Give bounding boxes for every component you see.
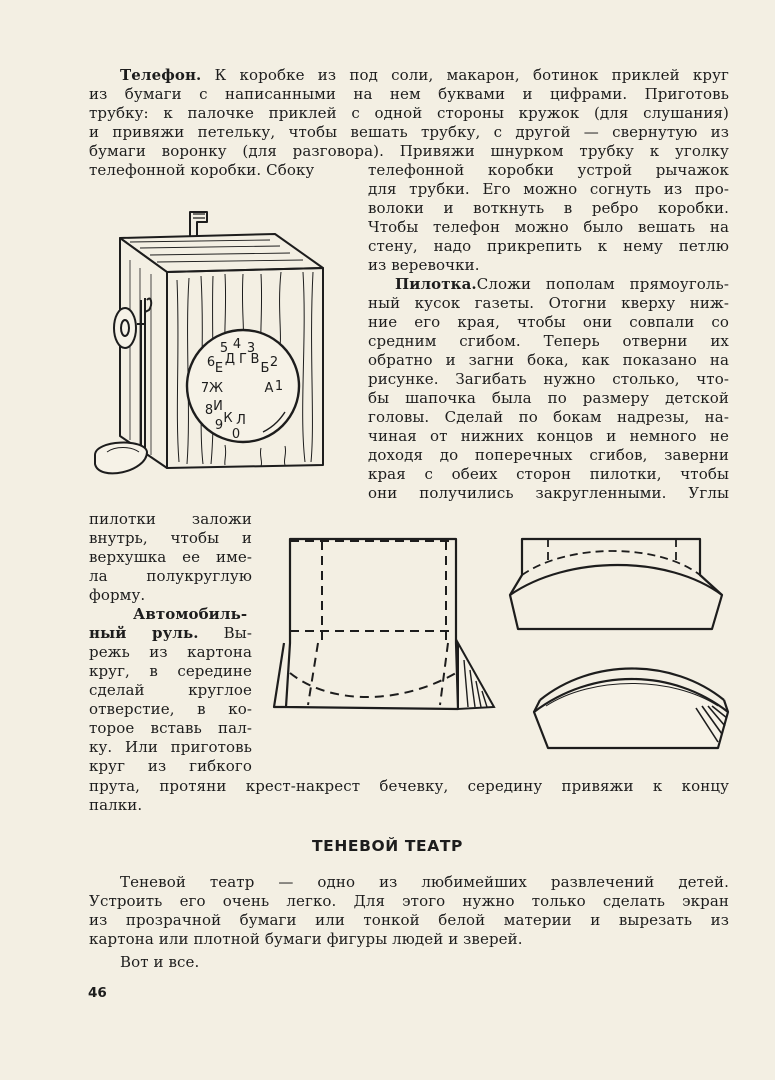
telephone-line-7: телефонной коробки устрой рычажок: [368, 161, 729, 179]
wheel-title-line: Автомобиль-: [133, 605, 248, 623]
page-number: 46: [88, 985, 107, 1001]
wheel-line-3: режь из картона: [89, 643, 252, 661]
dial-char: 0: [231, 427, 241, 442]
dial-char: 9: [214, 418, 224, 433]
dial-char: Д: [224, 352, 236, 367]
wheel-line-2: [89, 624, 252, 643]
pilotka-folding-diagram: [270, 535, 495, 715]
pilotka-line-15: верхушка ее име-: [89, 548, 252, 566]
dial-char: 1: [274, 379, 284, 394]
telephone-line-8: для трубки. Его можно согнуть из про-: [368, 180, 729, 198]
pilotka-text-1: Сложи пополам прямоуголь-: [476, 275, 729, 293]
wheel-text-1: Вы-: [223, 624, 252, 642]
pilotka-line-12: они получились закругленными. Углы: [368, 484, 729, 502]
dial-char: 6: [206, 355, 216, 370]
wheel-line-10: прута, протяни крест-накрест бечевку, середину привяжи к концу: [89, 777, 729, 795]
pilotka-line-16: ла полукруглую: [89, 567, 252, 585]
pilotka-line-5: обратно и загни бока, как показано на: [368, 351, 729, 369]
dial-char: В: [250, 352, 260, 367]
telephone-line-5: бумаги воронку (для разговора). Привяжи шнурком трубку к уголку: [89, 142, 729, 160]
dial-char: Л: [236, 413, 246, 428]
dial-char: Г: [239, 352, 247, 367]
telephone-line-11: стену, надо прикрепить к нему петлю: [368, 237, 729, 255]
wheel-line-8: ку. Или приготовь: [89, 738, 252, 756]
shadow-line-3: из прозрачной бумаги или тонкой белой материи и вырезать из: [89, 911, 729, 929]
wheel-line-7: торое вставь пал-: [89, 719, 252, 737]
pilotka-finished-diagram: [532, 664, 732, 752]
dial-char: Б: [260, 361, 270, 376]
telephone-line-9: волоки и воткнуть в ребро коробки.: [368, 199, 729, 217]
dial-char: И: [213, 399, 223, 414]
pilotka-line-2: ный кусок газеты. Отогни кверху ниж-: [368, 294, 729, 312]
telephone-line-6: телефонной коробки. Сбоку: [89, 161, 315, 179]
shadow-line-4: картона или плотной бумаги фигуры людей и зверей.: [89, 930, 523, 948]
pilotka-line-11: края с обеих сторон пилотки, чтобы: [368, 465, 729, 483]
telephone-line-4: и привяжи петельку, чтобы вешать трубку, с другой — свернутую из: [89, 123, 729, 141]
pilotka-title: Пилотка.: [395, 275, 477, 293]
dial-char: 4: [232, 337, 242, 352]
shadow-line-5: Вот и все.: [120, 953, 200, 971]
pilotka-line-10: доходя до поперечных сгибов, заверни: [368, 446, 729, 464]
shadow-line-1: Теневой театр — одно из любимейших развлечений детей.: [120, 873, 729, 891]
dial-char: Ж: [208, 381, 224, 396]
pilotka-line-8: головы. Сделай по бокам надрезы, на-: [368, 408, 729, 426]
dial-char: 2: [269, 355, 279, 370]
pilotka-line-4: средним сгибом. Теперь отверни их: [368, 332, 729, 350]
wheel-title-2: ный руль.: [89, 624, 199, 642]
wheel-line-4: круг, в середине: [89, 662, 252, 680]
telephone-line-10: Чтобы телефон можно было вешать на: [368, 218, 729, 236]
pilotka-line-13: пилотки заложи: [89, 510, 252, 528]
telephone-line-12: из веревочки.: [368, 256, 480, 274]
pilotka-line-17: форму.: [89, 586, 146, 604]
shadow-line-2: Устроить его очень легко. Для этого нужно только сделать экран: [89, 892, 729, 910]
dial-char: К: [223, 411, 233, 426]
wheel-line-9: круг из гибкого: [89, 757, 252, 775]
pilotka-line-7: бы шапочка была по размеру детской: [368, 389, 729, 407]
telephone-line-2: из бумаги с написанными на нем буквами и цифрами. Приготовь: [89, 85, 729, 103]
telephone-illustration: [85, 200, 335, 485]
dial-char: Е: [214, 361, 224, 376]
pilotka-folded-diagram: [508, 535, 726, 635]
telephone-text-1: К коробке из под соли, макарон, ботинок приклей круг: [214, 66, 729, 84]
telephone-line-1: [120, 66, 729, 85]
pilotka-line-3: ние его края, чтобы они совпали со: [368, 313, 729, 331]
dial-char: 5: [219, 341, 229, 356]
dial-char: А: [264, 381, 274, 396]
wheel-line-6: отверстие, в ко-: [89, 700, 252, 718]
pilotka-line-14: внутрь, чтобы и: [89, 529, 252, 547]
dial-char: 8: [204, 403, 214, 418]
pilotka-line-6: рисунке. Загибать нужно столько, что-: [368, 370, 729, 388]
telephone-title: Телефон.: [120, 66, 202, 84]
section-heading: ТЕНЕВОЙ ТЕАТР: [312, 837, 463, 855]
telephone-line-3: трубку: к палочке приклей с одной стороны кружок (для слушания): [89, 104, 729, 122]
pilotka-line-1: [395, 275, 729, 294]
dial-char: 3: [246, 341, 256, 356]
pilotka-line-9: чиная от нижних концов и немного не: [368, 427, 729, 445]
dial-char: 7: [200, 381, 210, 396]
wheel-line-5: сделай круглое: [89, 681, 252, 699]
wheel-line-11: палки.: [89, 796, 143, 814]
